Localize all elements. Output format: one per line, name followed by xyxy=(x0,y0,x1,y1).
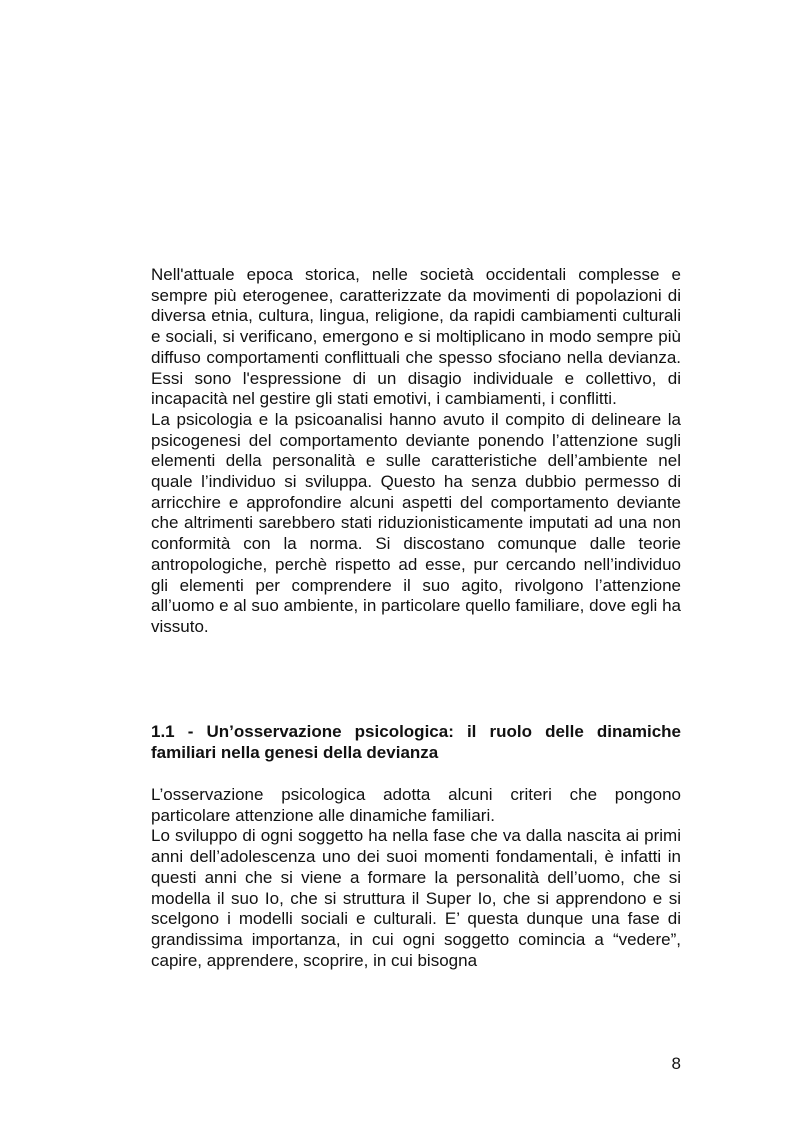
section-text-block xyxy=(151,785,681,971)
section-paragraph-2: Lo sviluppo di ogni soggetto ha nella fase che va dalla nascita ai primi anni dell’adolescenza uno dei suoi momenti fondamentali, è infatti in questi anni che si viene a formare la personalità dell’uomo, che si modella il suo Io, che si struttura il Super Io, che si apprendono e si scelgono i modelli sociali e culturali. E’ questa dunque una fase di grandissima importanza, in cui ogni soggetto comincia a “vedere”, capire, apprendere, scoprire, in cui bisogna xyxy=(151,826,681,970)
intro-paragraph-2: La psicologia e la psicoanalisi hanno avuto il compito di delineare la psicogenesi del comportamento deviante ponendo l’attenzione sugli elementi della personalità e sulle caratteristiche dell’ambiente nel quale l’individuo si sviluppa. Questo ha senza dubbio permesso di arricchire e approfondire alcuni aspetti del comportamento deviante che altrimenti sarebbero stati riduzionisticamente imputati ad una non conformità con la norma. Si discostano comunque dalle teorie antropologiche, perchè rispetto ad esse, pur cercando nell’individuo gli elementi per comprendere il suo agito, rivolgono l’attenzione all’uomo e al suo ambiente, in particolare quello familiare, dove egli ha vissuto. xyxy=(151,409,681,636)
page-number: 8 xyxy=(671,1054,681,1073)
section-paragraph-1: L’osservazione psicologica adotta alcuni criteri che pongono particolare attenzione alle dinamiche familiari. xyxy=(151,785,681,825)
section-heading: 1.1 - Un’osservazione psicologica: il ruolo delle dinamiche familiari nella genesi della devianza xyxy=(151,722,681,762)
intro-text-block xyxy=(151,265,681,638)
intro-paragraph-1: Nell'attuale epoca storica, nelle società occidentali complesse e sempre più eterogenee, caratterizzate da movimenti di popolazioni di diversa etnia, cultura, lingua, religione, da rapidi cambiamenti culturali e sociali, si verificano, emergono e si moltiplicano in modo sempre più diffuso comportamenti conflittuali che spesso sfociano nella devianza. Essi sono l'espressione di un disagio individuale e collettivo, di incapacità nel gestire gli stati emotivi, i cambiamenti, i conflitti. xyxy=(151,265,681,409)
